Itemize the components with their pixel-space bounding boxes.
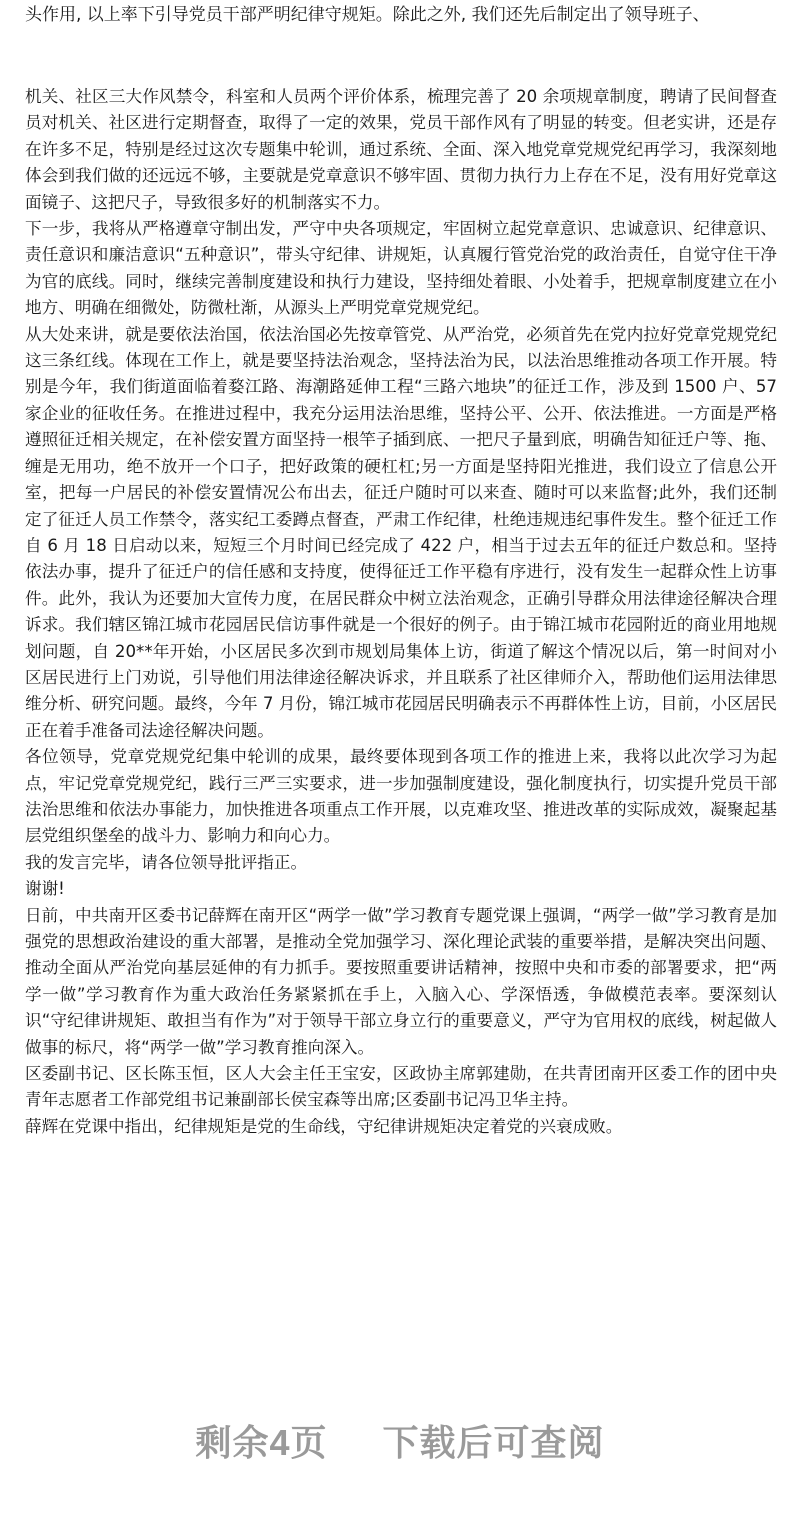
paragraph: 下一步，我将从严格遵章守制出发，严守中央各项规定，牢固树立起党章意识、忠诚意识、纪律意识、责任意识和廉洁意识“五种意识”，带头守纪律、讲规矩，认真履行管党治党的政治责任，自觉守住干净为官的底线。同时，继续完善制度建设和执行力建设，坚持细处着眼、小处着手，把规章制度建立在小地方、明确在细微处，防微杜渐，从源头上严明党章党规党纪。 xyxy=(25,219,777,318)
more-pages-banner[interactable] xyxy=(0,1415,800,1466)
paragraph: 我的发言完毕，请各位领导批评指正。 xyxy=(25,852,308,872)
remaining-pages-label: 剩余4页 xyxy=(195,1422,328,1463)
document-body xyxy=(25,84,777,1140)
top-line-text: 头作用, 以上率下引导党员干部严明纪律守规矩。除此之外, 我们还先后制定出了领导班子、 xyxy=(25,5,710,25)
paragraph: 薛辉在党课中指出，纪律规矩是党的生命线，守纪律讲规矩决定着党的兴衰成败。 xyxy=(25,1116,623,1136)
download-to-view-label: 下载后可查阅 xyxy=(382,1422,605,1463)
paragraph: 日前，中共南开区委书记薛辉在南开区“两学一做”学习教育专题党课上强调，“两学一做”学习教育是加强党的思想政治建设的重大部署，是推动全党加强学习、深化理论武装的重要举措，是解决突出问题、推动全面从严治党向基层延伸的有力抓手。要按照重要讲话精神，按照中央和市委的部署要求，把“两学一做”学习教育作为重大政治任务紧紧抓在手上，入脑入心、学深悟透，争做模范表率。要深刻认识“守纪律讲规矩、敢担当有作为”对于领导干部立身立行的重要意义，严守为官用权的底线，树起做人做事的标尺，将“两学一做”学习教育推向深入。 xyxy=(25,905,777,1057)
paragraph: 谢谢! xyxy=(25,879,65,899)
paragraph: 机关、社区三大作风禁令，科室和人员两个评价体系，梳理完善了 20 余项规章制度，聘请了民间督查员对机关、社区进行定期督查，取得了一定的效果，党员干部作风有了明显的转变。但老实讲，还是存在许多不足，特别是经过这次专题集中轮训，通过系统、全面、深入地党章党规党纪再学习，我深刻地体会到我们做的还远远不够，主要就是党章意识不够牢固、贯彻力执行力上存在不足，没有用好党章这面镜子、这把尺子，导致很多好的机制落实不力。 xyxy=(25,87,777,212)
paragraph: 区委副书记、区长陈玉恒，区人大会主任王宝安，区政协主席郭建勋，在共青团南开区委工作的团中央青年志愿者工作部党组书记兼副部长侯宝森等出席;区委副书记冯卫华主持。 xyxy=(25,1064,777,1110)
paragraph: 从大处来讲，就是要依法治国，依法治国必先按章管党、从严治党，必须首先在党内拉好党章党规党纪这三条红线。体现在工作上，就是要坚持法治观念，坚持法治为民，以法治思维推动各项工作开展。特别是今年，我们街道面临着婺江路、海潮路延伸工程“三路六地块”的征迁工作，涉及到 1500 户、57 家企业的征收任务。在推进过程中，我充分运用法治思维，坚持公平、公开、依法推进。一方面是严格遵照征迁相关规定，在补偿安置方面坚持一根竿子插到底、一把尺子量到底，明确告知征迁户等、拖、缠是无用功，绝不放开一个口子，把好政策的硬杠杠;另一方面是坚持阳光推进，我们设立了信息公开室，把每一户居民的补偿安置情况公布出去，征迁户随时可以来查、随时可以来监督;此外，我们还制定了征迁人员工作禁令，落实纪工委蹲点督查，严肃工作纪律，杜绝违规违纪事件发生。整个征迁工作自 6 月 18 日启动以来，短短三个月时间已经完成了 422 户，相当于过去五年的征迁户数总和。坚持依法办事，提升了征迁户的信任感和支持度，使得征迁工作平稳有序进行，没有发生一起群众性上访事件。此外，我认为还要加大宣传力度，在居民群众中树立法治观念，正确引导群众用法律途径解决合理诉求。我们辖区锦江城市花园居民信访事件就是一个很好的例子。由于锦江城市花园附近的商业用地规划问题，自 20**年开始，小区居民多次到市规划局集体上访，街道了解这个情况以后，第一时间对小区居民进行上门劝说，引导他们用法律途径解决诉求，并且联系了社区律师介入，帮助他们运用法律思维分析、研究问题。最终，今年 7 月份，锦江城市花园居民明确表示不再群体性上访，目前，小区居民正在着手准备司法途径解决问题。 xyxy=(25,324,777,740)
paragraph: 各位领导，党章党规党纪集中轮训的成果，最终要体现到各项工作的推进上来，我将以此次学习为起点，牢记党章党规党纪，践行三严三实要求，进一步加强制度建设，强化制度执行，切实提升党员干部法治思维和依法办事能力，加快推进各项重点工作开展，以克难攻坚、推进改革的实际成效，凝聚起基层党组织堡垒的战斗力、影响力和向心力。 xyxy=(25,747,777,846)
